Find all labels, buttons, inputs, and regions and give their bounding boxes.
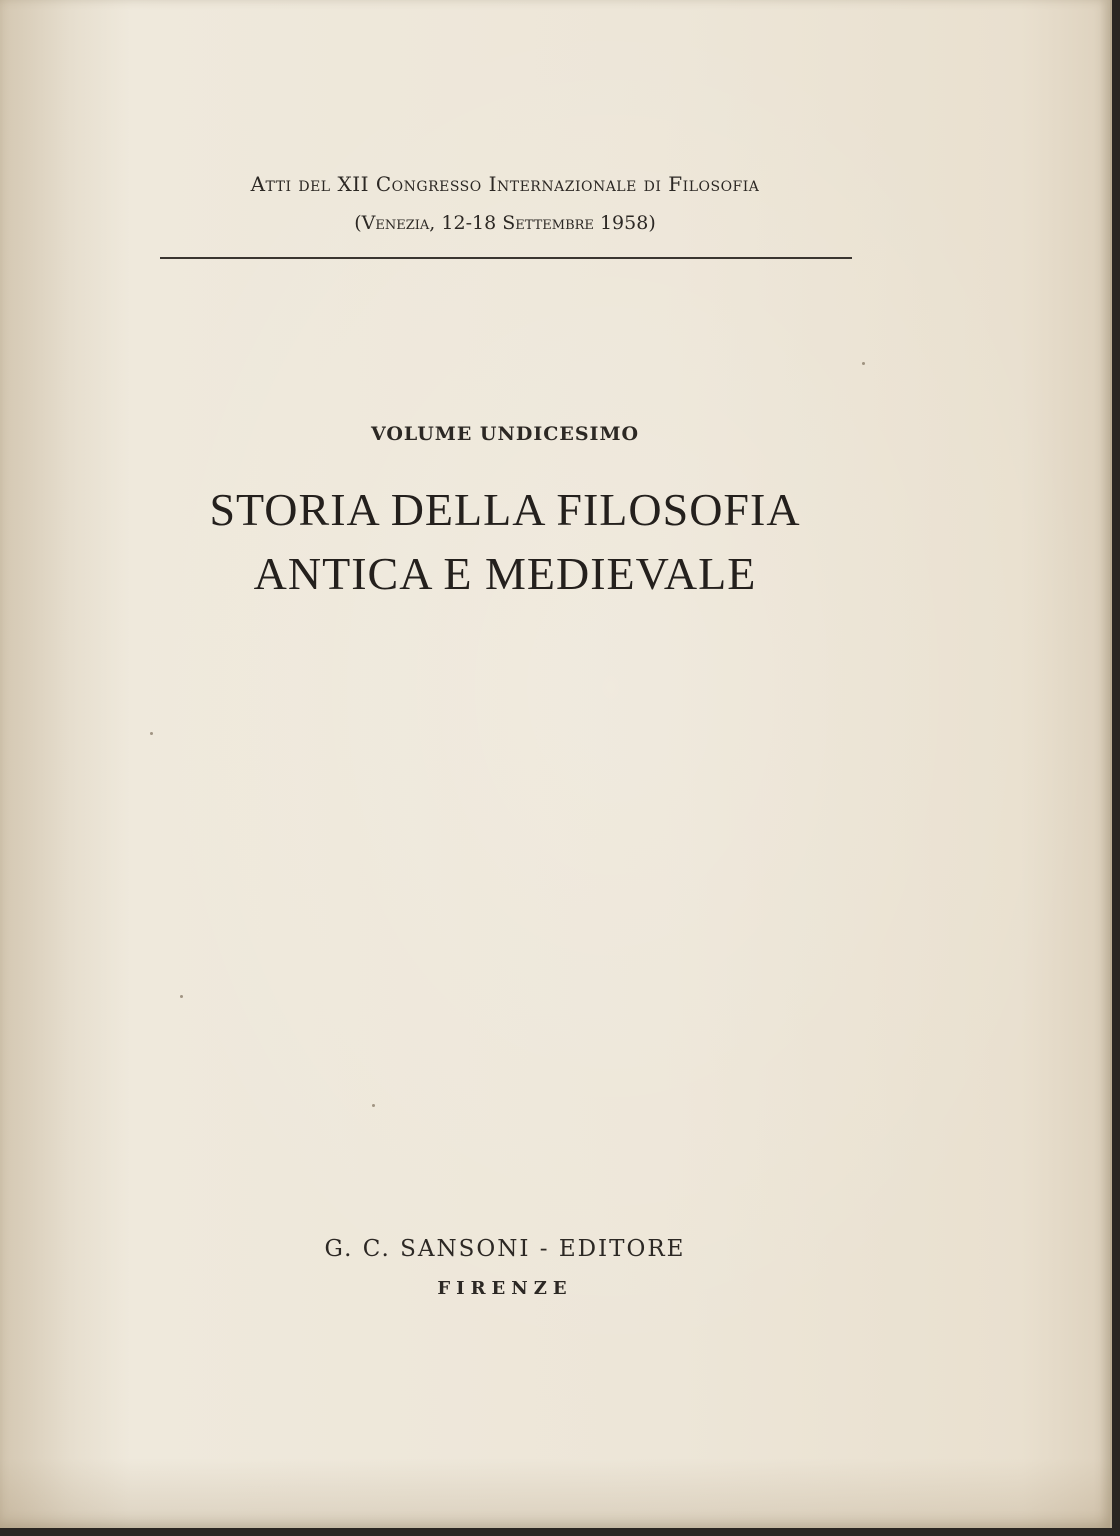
book-title-line-1: STORIA DELLA FILOSOFIA [209,484,801,535]
series-title: Atti del XII Congresso Internazionale di Filosofia [250,172,760,196]
publisher-city: FIRENZE [437,1278,573,1299]
paper-speck [862,362,865,365]
book-title [150,478,860,606]
series-subtitle: (Venezia, 12-18 Settembre 1958) [354,212,656,234]
paper-speck [150,732,153,735]
publisher: G. C. SANSONI - EDITORE [324,1236,686,1262]
book-title-line-2: ANTICA E MEDIEVALE [253,548,757,599]
paper-speck [180,995,183,998]
header-divider [160,257,852,259]
spine-shading [0,0,130,1528]
paper-speck [372,1104,375,1107]
volume-label: VOLUME UNDICESIMO [370,423,640,445]
bottom-edge-wear [0,1458,1110,1528]
